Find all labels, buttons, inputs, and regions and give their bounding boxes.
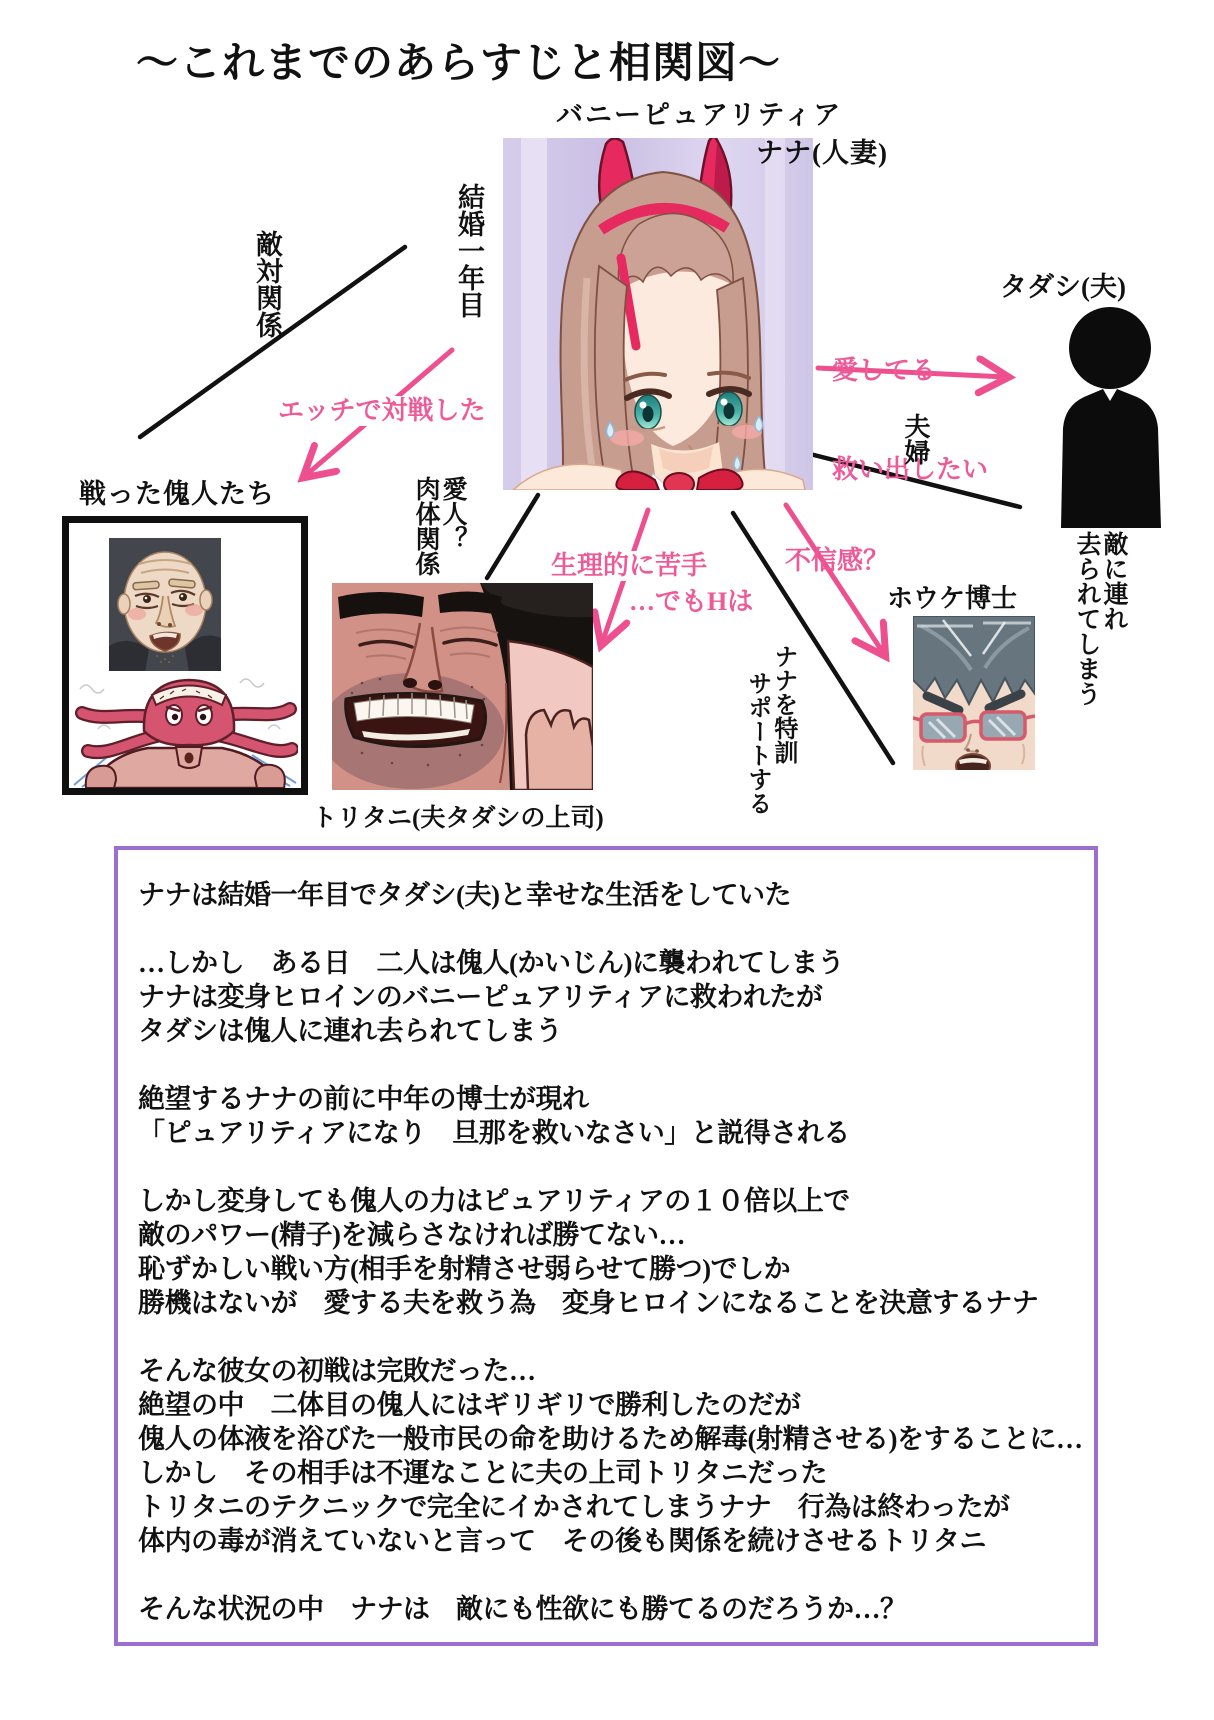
lover-line — [487, 495, 538, 578]
synopsis-box — [114, 846, 1098, 1646]
synopsis-line — [138, 1150, 1074, 1184]
synopsis-line: 恥ずかしい戦い方(相手を射精させ弱らせて勝つ)でしか — [138, 1254, 791, 1284]
lover-line2: 肉体関係 — [412, 476, 439, 576]
couple-label: 夫婦 — [901, 413, 930, 465]
toritani-portrait — [332, 583, 593, 790]
synopsis-line: そんな状況の中 ナナは 敵にも性欲にも勝てるのだろうか…？ — [138, 1594, 907, 1624]
synopsis-line: そんな彼女の初戦は完敗だった… — [138, 1356, 536, 1386]
captured-status-label — [1073, 531, 1127, 726]
captured-line1: 敵に連れ — [1100, 531, 1127, 631]
synopsis-line: トリタニのテクニックで完全にイかされてしまうナナ 行為は終わったが — [138, 1492, 1010, 1522]
synopsis-line: 絶望の中 二体目の傀人にはギリギリで勝利したのだが — [138, 1390, 801, 1420]
lover-relation-label — [412, 476, 466, 606]
support-role-label — [743, 644, 795, 824]
nana-name-label: ナナ(人妻) — [756, 138, 888, 168]
synopsis-line: 絶望するナナの前に中年の博士が現れ — [138, 1084, 589, 1114]
synopsis-line: ナナは変身ヒロインのバニーピュアリティアに救われたが — [138, 982, 823, 1012]
support-line2: サポートする — [743, 671, 770, 815]
kaijin-heading: 戦った傀人たち — [79, 479, 275, 509]
nana-title-label: バニーピュアリティア — [556, 100, 843, 130]
love-label-line1: 愛してる — [832, 356, 937, 385]
synopsis-line — [138, 912, 1074, 946]
synopsis-line — [138, 1048, 1074, 1082]
tadashi-silhouette — [1058, 306, 1164, 528]
synopsis-line: しかし その相手は不運なことに夫の上司トリタニだった — [138, 1458, 827, 1488]
support-line1: ナナを特訓 — [769, 644, 796, 764]
synopsis-line: ナナは結婚一年目でタダシ(夫)と幸せな生活をしていた — [138, 880, 791, 910]
synopsis-line: しかし変身しても傀人の力はピュアリティアの１０倍以上で — [138, 1186, 850, 1216]
disgust-label-line2: …でもHは — [629, 587, 754, 616]
octopus-kaijin-portrait — [72, 671, 298, 788]
kaijin-frame — [62, 516, 308, 795]
synopsis-line — [138, 1320, 1074, 1354]
page-title: 〜これまでのあらすじと相関図〜 — [136, 41, 782, 87]
marriage-year-label: 結婚一年目 — [454, 183, 484, 318]
synopsis-line: 傀人の体液を浴びた一般市民の命を助けるため解毒(射精させる)をすることに… — [138, 1424, 1083, 1454]
synopsis-line — [138, 1558, 1074, 1592]
captured-line2: 去られてしまう — [1073, 531, 1100, 706]
disgust-label-line1: 生理的に苦手 — [551, 551, 708, 580]
synopsis-line: 勝機はないが 愛する夫を救う為 変身ヒロインになることを決意するナナ — [138, 1288, 1039, 1318]
synopsis-line: 「ピュアリティアになり 旦那を救いなさい」と説得される — [138, 1118, 850, 1148]
synopsis-text — [138, 878, 1083, 1626]
lover-line1: 愛人？ — [439, 476, 466, 551]
synopsis-line: …しかし ある日 二人は傀人(かいじん)に襲われてしまう — [138, 948, 844, 978]
houke-portrait — [913, 616, 1035, 770]
nana-portrait — [503, 138, 813, 490]
toritani-hand — [526, 710, 593, 790]
tadashi-name-label: タダシ(夫) — [1000, 272, 1126, 302]
distrust-label: 不信感？ — [785, 546, 890, 575]
fought-in-sex-label: エッチで対戦した — [278, 396, 486, 425]
bow-icon — [616, 469, 742, 490]
houke-name-label: ホウケ博士 — [887, 584, 1018, 613]
toritani-caption: トリタニ(夫タダシの上司) — [312, 805, 604, 832]
synopsis-line: 敵のパワー(精子)を減らさなければ勝てない… — [138, 1220, 685, 1250]
old-man-kaijin-portrait — [109, 538, 221, 672]
synopsis-line: タダシは傀人に連れ去られてしまう — [138, 1016, 562, 1046]
love-label-line2: 救い出したい — [832, 455, 989, 484]
hostility-label: 敵対関係 — [252, 230, 282, 338]
synopsis-line: 体内の毒が消えていないと言って その後も関係を続けさせるトリタニ — [138, 1526, 986, 1556]
